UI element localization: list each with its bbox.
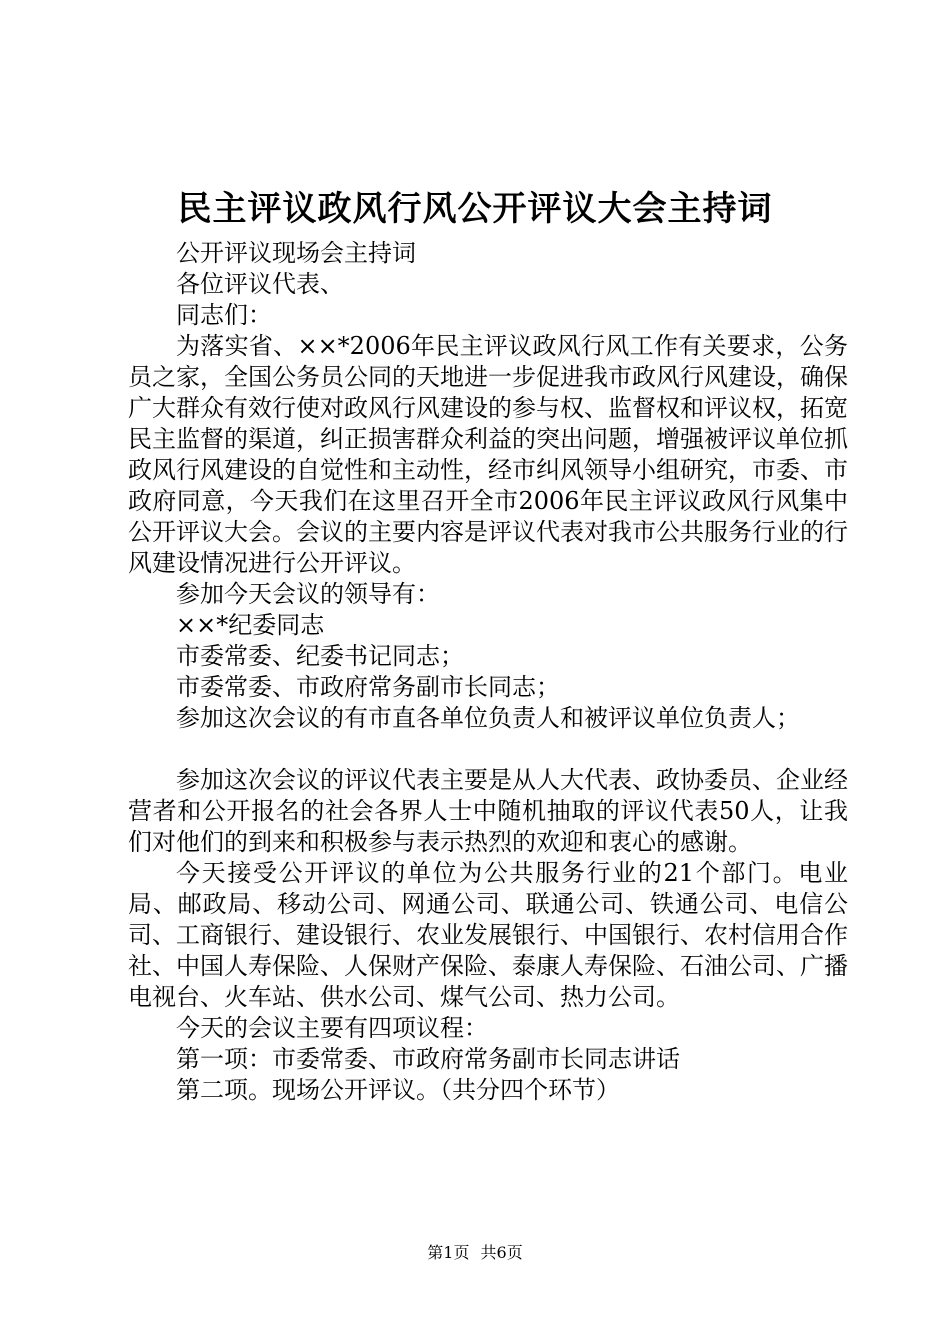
page-total: 共6页: [480, 1243, 523, 1262]
paragraph-subtitle: 公开评议现场会主持词: [176, 239, 416, 267]
paragraph-leader-1: ××*纪委同志: [176, 611, 325, 639]
paragraph-agenda-item-2: 第二项。现场公开评议。（共分四个环节）: [176, 1076, 620, 1104]
paragraph-leader-3: 市委常委、市政府常务副市长同志；: [176, 673, 560, 701]
document-title: 民主评议政风行风公开评议大会主持词: [177, 189, 773, 229]
paragraph-leader-2: 市委常委、纪委书记同志；: [176, 642, 464, 670]
document-body: [128, 238, 848, 1106]
paragraph-agenda-intro: 今天的会议主要有四项议程：: [176, 1014, 488, 1042]
page-number: 第1页: [427, 1243, 470, 1262]
page-footer: [0, 1241, 950, 1265]
paragraph-agenda-item-1: 第一项：市委常委、市政府常务副市长同志讲话: [176, 1045, 680, 1073]
paragraph-attendees: 参加这次会议的有市直各单位负责人和被评议单位负责人；: [176, 704, 800, 732]
paragraph-salutation: 各位评议代表、: [176, 270, 344, 298]
paragraph-units: 今天接受公开评议的单位为公共服务行业的21个部门。电业局、邮政局、移动公司、网通公司、联通公司、铁通公司、电信公司、工商银行、建设银行、农业发展银行、中国银行、农村信用合作社、中国人寿保险、人保财产保险、泰康人寿保险、石油公司、广播电视台、火车站、供水公司、煤气公司、热力公司。: [128, 859, 848, 1011]
paragraph-salutation-2: 同志们：: [176, 301, 272, 329]
paragraph-purpose: 为落实省、××*2006年民主评议政风行风工作有关要求，公务员之家，全国公务员公同的天地进一步促进我市政风行风建设，确保广大群众有效行使对政风行风建设的参与权、监督权和评议权，拓宽民主监督的渠道，纠正损害群众利益的突出问题，增强被评议单位抓政风行风建设的自觉性和主动性，经市纠风领导小组研究，市委、市政府同意，今天我们在这里召开全市2006年民主评议政风行风集中公开评议大会。会议的主要内容是评议代表对我市公共服务行业的行风建设情况进行公开评议。: [128, 332, 848, 577]
paragraph-leaders-intro: 参加今天会议的领导有：: [176, 580, 440, 608]
paragraph-representatives: 参加这次会议的评议代表主要是从人大代表、政协委员、企业经营者和公开报名的社会各界人士中随机抽取的评议代表50人，让我们对他们的到来和积极参与表示热烈的欢迎和衷心的感谢。: [128, 766, 848, 856]
